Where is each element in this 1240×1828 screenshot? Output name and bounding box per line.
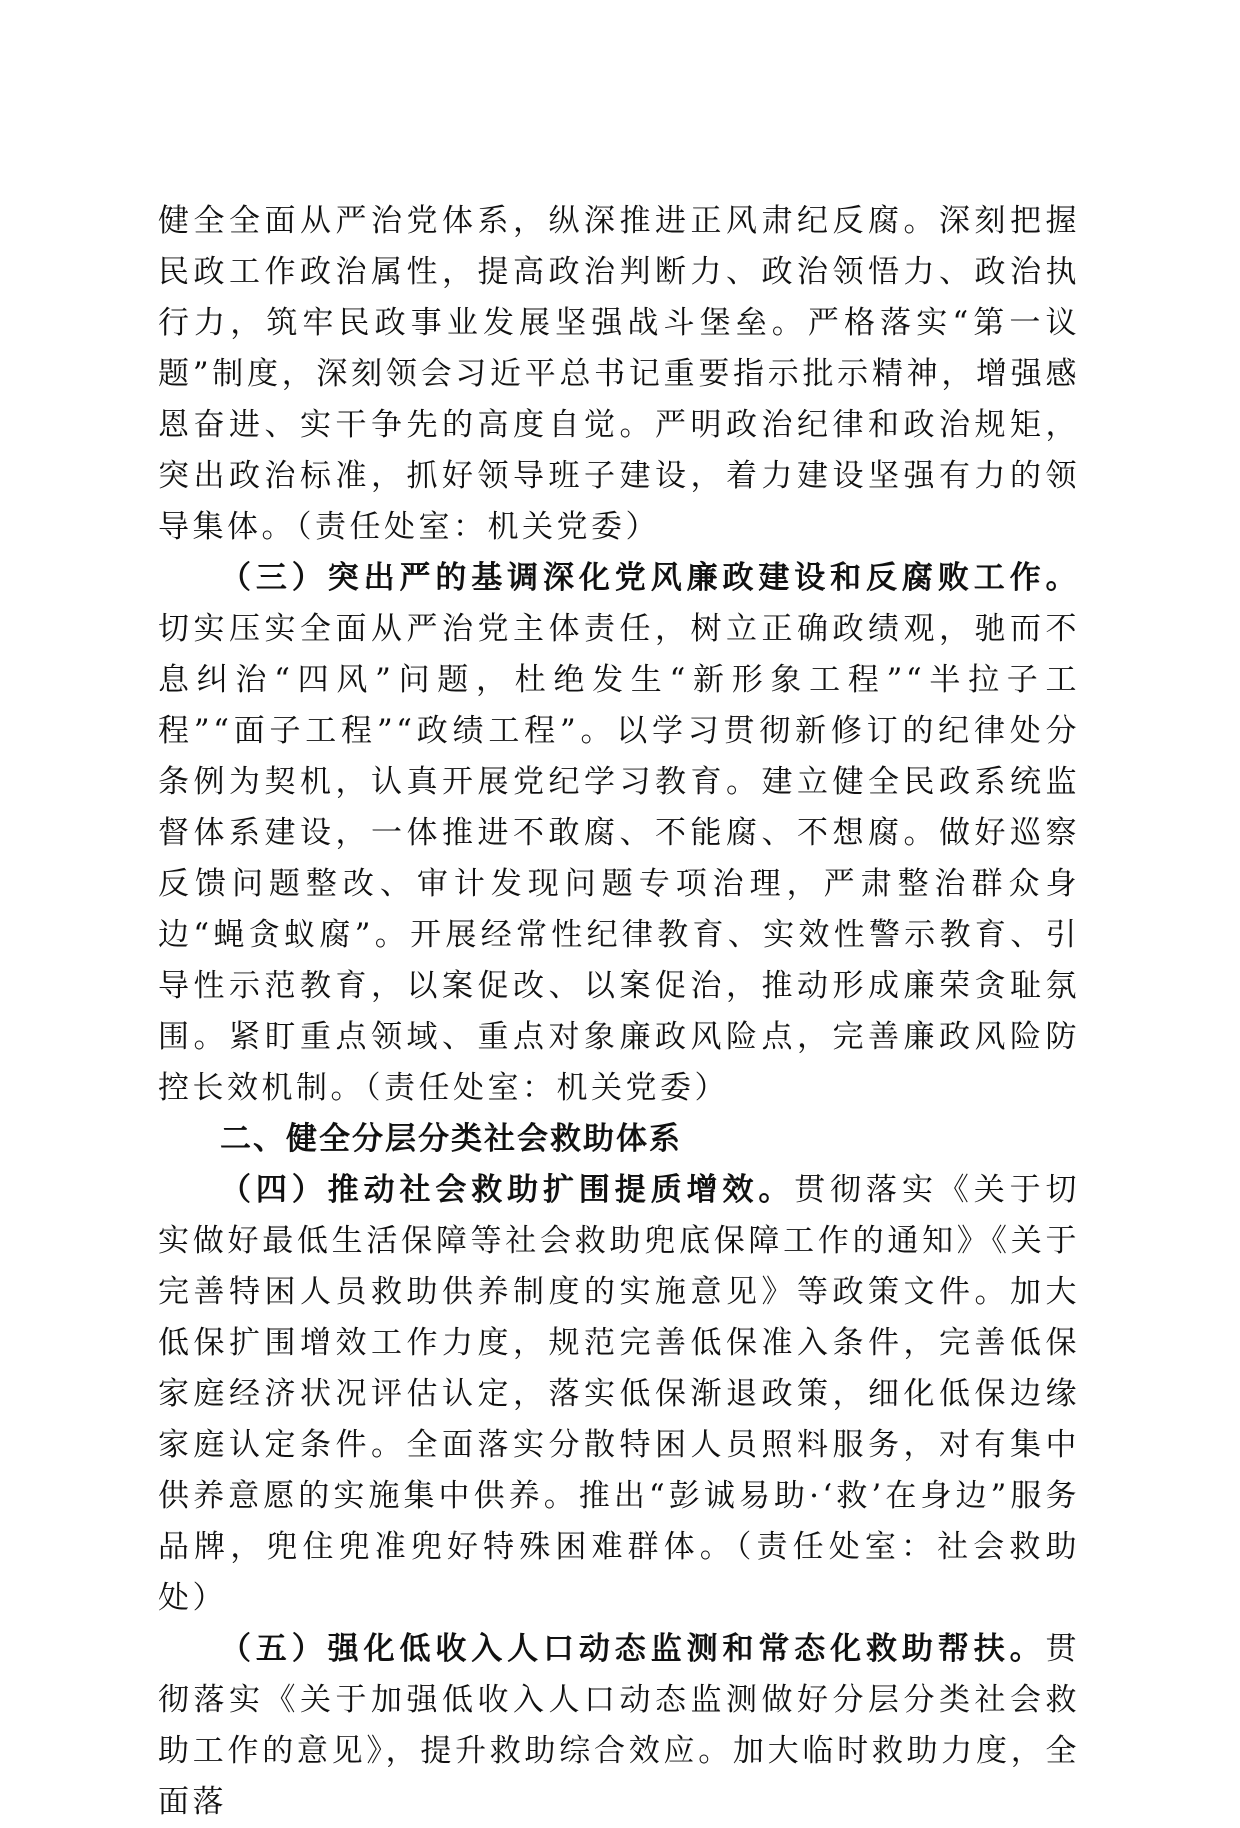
paragraph-party-system (158, 196, 1080, 553)
section-lead-4: （四）推动社会救助扩围提质增效。 (220, 1172, 795, 1208)
paragraph-text: 贯彻落实《关于加强低收入人口动态监测做好分层分类社会救助工作的意见》，提升救助综合效应。加大临时救助力度，全面落 (158, 1631, 1080, 1820)
section-heading-2: 二、健全分层分类社会救助体系 (220, 1121, 682, 1157)
paragraph-text: 贯彻落实《关于切实做好最低生活保障等社会救助兜底保障工作的通知》《关于完善特困人员救助供养制度的实施意见》等政策文件。加大低保扩围增效工作力度，规范完善低保准入条件，完善低保家庭经济状况评估认定，落实低保渐退政策，细化低保边缘家庭认定条件。全面落实分散特困人员照料服务，对有集中供养意愿的实施集中供养。推出“彭诚易助·‘救’在身边”服务品牌，兜住兜准兜好特殊困难群体。（责任处室：社会救助处） (158, 1172, 1081, 1616)
paragraph-text: 切实压实全面从严治党主体责任，树立正确政绩观，驰而不息纠治“四风”问题，杜绝发生“新形象工程”“半拉子工程”“面子工程”“政绩工程”。以学习贯彻新修订的纪律处分条例为契机，认真开展党纪学习教育。建立健全民政系统监督体系建设，一体推进不敢腐、不能腐、不想腐。做好巡察反馈问题整改、审计发现问题专项治理，严肃整治群众身边“蝇贪蚁腐”。开展经常性纪律教育、实效性警示教育、引导性示范教育，以案促改、以案促治，推动形成廉荣贪耻氛围。紧盯重点领域、重点对象廉政风险点，完善廉政风险防控长效机制。（责任处室：机关党委） (158, 611, 1080, 1106)
section-lead-5: （五）强化低收入人口动态监测和常态化救助帮扶。 (220, 1631, 1046, 1667)
paragraph-low-income-monitoring (158, 1624, 1080, 1828)
paragraph-text: 健全全面从严治党体系，纵深推进正风肃纪反腐。深刻把握民政工作政治属性，提高政治判断力、政治领悟力、政治执行力，筑牢民政事业发展坚强战斗堡垒。严格落实“第一议题”制度，深刻领会习近平总书记重要指示批示精神，增强感恩奋进、实干争先的高度自觉。严明政治纪律和政治规矩，突出政治标准，抓好领导班子建设，着力建设坚强有力的领导集体。（责任处室：机关党委） (158, 203, 1080, 545)
paragraph-social-assistance (158, 1165, 1080, 1624)
section-lead-3: （三）突出严的基调深化党风廉政建设和反腐败工作。 (220, 560, 1080, 596)
paragraph-anti-corruption (158, 553, 1080, 1114)
document-body (158, 196, 1080, 1828)
